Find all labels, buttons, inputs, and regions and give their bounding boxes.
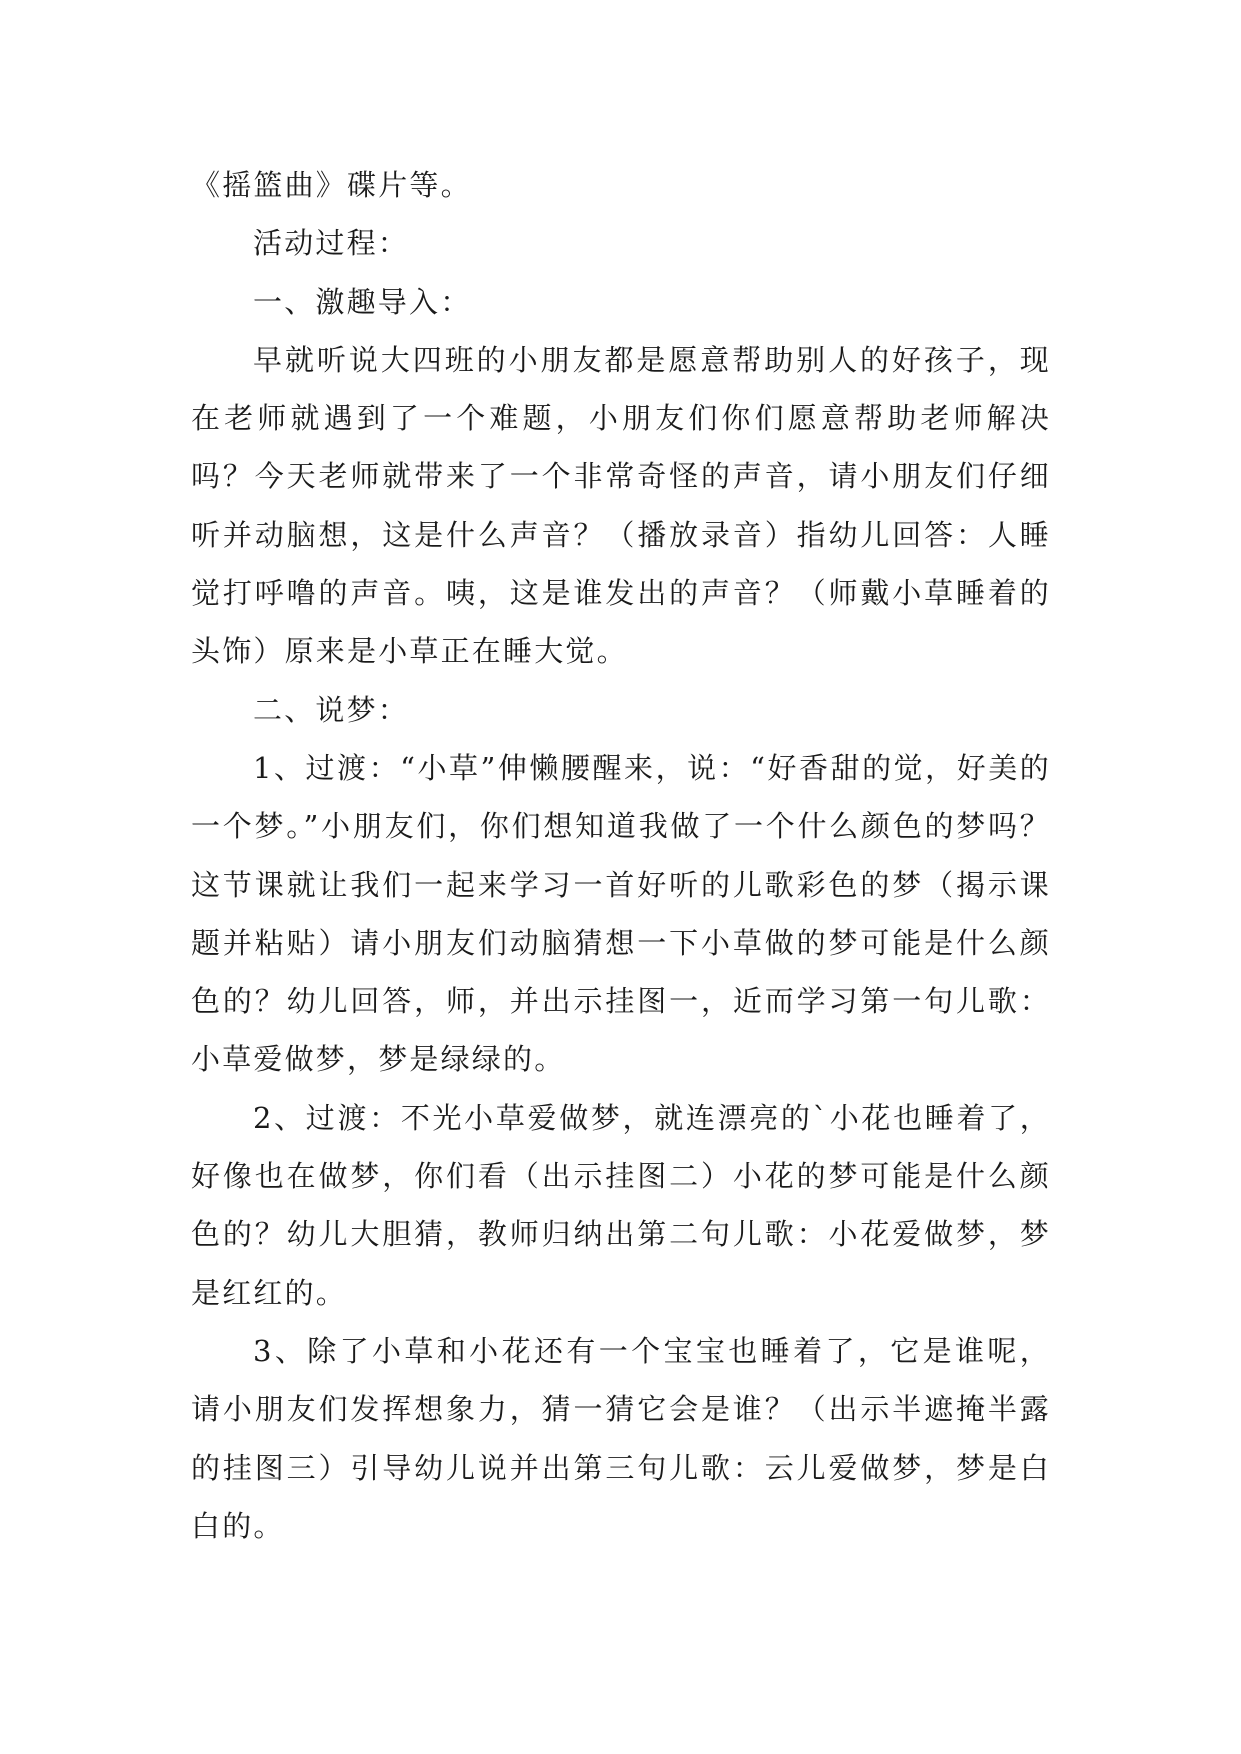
heading-section-two: 二、说梦： <box>253 692 410 727</box>
heading-section-one: 一、激趣导入： <box>253 284 472 319</box>
paragraph-step-1: 1、过渡：“小草”伸懒腰醒来，说：“好香甜的觉，好美的一个梦。”小朋友们，你们想知道我做了一个什么颜色的梦吗？这节课就让我们一起来学习一首好听的儿歌彩色的梦（揭示课题并粘贴）请小朋友们动脑猜想一下小草做的梦可能是什么颜色的？幼儿回答，师，并出示挂图一，近而学习第一句儿歌：小草爱做梦，梦是绿绿的。 <box>191 750 1051 1077</box>
heading-activity-process: 活动过程： <box>253 226 410 261</box>
paragraph-introduction: 早就听说大四班的小朋友都是愿意帮助别人的好孩子，现在老师就遇到了一个难题，小朋友们你们愿意帮助老师解决吗？今天老师就带来了一个非常奇怪的声音，请小朋友们仔细听并动脑想，这是什么声音？（播放录音）指幼儿回答：人睡觉打呼噜的声音。咦，这是谁发出的声音？（师戴小草睡着的头饰）原来是小草正在睡大觉。 <box>191 342 1051 669</box>
paragraph-step-2: 2、过渡：不光小草爱做梦，就连漂亮的`小花也睡着了，好像也在做梦，你们看（出示挂图二）小花的梦可能是什么颜色的？幼儿大胆猜，教师归纳出第二句儿歌：小花爱做梦，梦是红红的。 <box>191 1100 1051 1310</box>
paragraph-materials: 《摇篮曲》碟片等。 <box>191 168 472 202</box>
document-page <box>191 156 1051 1555</box>
paragraph-step-3: 3、除了小草和小花还有一个宝宝也睡着了，它是谁呢，请小朋友们发挥想象力，猜一猜它会是谁？（出示半遮掩半露的挂图三）引导幼儿说并出第三句儿歌：云儿爱做梦，梦是白白的。 <box>191 1333 1051 1543</box>
